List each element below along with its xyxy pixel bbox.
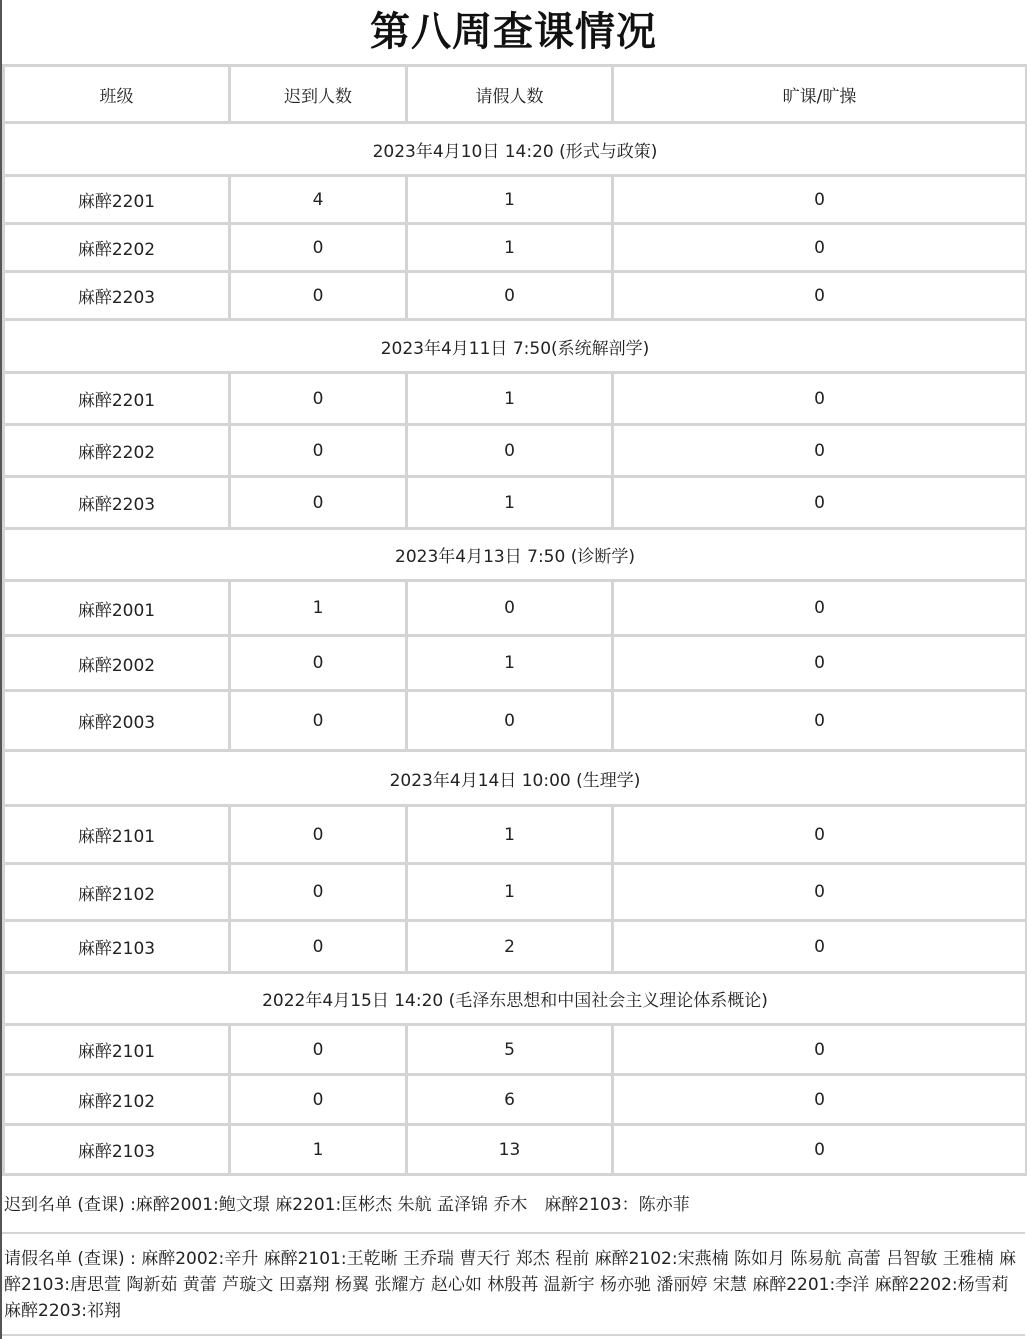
absent-cell: 0 [613,1125,1027,1175]
leave-list-note: 请假名单 (查课) : 麻醉2002:辛升 麻醉2101:王乾晰 王乔瑞 曹天行 郑杰 程前 麻醉2102:宋燕楠 陈如月 陈易航 高蕾 吕智敏 王雅楠 麻醉2103:唐思萱 陶新茹 黄蕾 芦璇文 田嘉翔 杨翼 张耀方 赵心如 林殷苒 温新宇 杨亦驰 潘丽婷 宋慧 麻醉2201:李洋 麻醉2202:杨雪莉 麻醉2203:祁翔 [4,1249,1017,1321]
leave-cell: 1 [407,224,613,272]
class-cell: 麻醉2102 [4,864,230,921]
table-row [4,581,1027,636]
absent-cell: 0 [613,272,1027,320]
late-list-note: 迟到名单 (查课) :麻醉2001:鲍文璟 麻2201:匡彬杰 朱航 孟泽锦 乔木 麻醉2103：陈亦菲 [4,1195,690,1215]
class-cell: 麻醉2101 [4,806,230,864]
section-heading-row [4,751,1027,806]
table-row [4,176,1027,224]
leave-cell: 6 [407,1075,613,1125]
absent-cell: 0 [613,581,1027,636]
section-heading-row [4,320,1027,373]
absent-cell: 0 [613,691,1027,751]
divider [2,1334,1025,1336]
section-heading-row [4,529,1027,581]
absent-cell: 0 [613,477,1027,529]
header-leave-count: 请假人数 [407,66,613,123]
class-cell: 麻醉2103 [4,1125,230,1175]
leave-cell: 1 [407,636,613,691]
class-cell: 麻醉2201 [4,176,230,224]
section-heading: 2022年4月15日 14:20 (毛泽东思想和中国社会主义理论体系概论) [4,973,1027,1025]
leave-cell: 0 [407,691,613,751]
absent-cell: 0 [613,864,1027,921]
absent-cell: 0 [613,806,1027,864]
late-cell: 0 [230,224,407,272]
absent-cell: 0 [613,1075,1027,1125]
divider [2,1232,1025,1234]
section-heading: 2023年4月14日 10:00 (生理学) [4,751,1027,806]
late-cell: 1 [230,581,407,636]
late-cell: 1 [230,1125,407,1175]
class-cell: 麻醉2202 [4,425,230,477]
class-cell: 麻醉2102 [4,1075,230,1125]
class-cell: 麻醉2203 [4,272,230,320]
late-cell: 4 [230,176,407,224]
leave-cell: 1 [407,477,613,529]
late-cell: 0 [230,272,407,320]
table-row [4,425,1027,477]
late-cell: 0 [230,806,407,864]
table-row [4,1025,1027,1075]
class-cell: 麻醉2001 [4,581,230,636]
absent-cell: 0 [613,176,1027,224]
absent-cell: 0 [613,425,1027,477]
header-row [4,66,1027,123]
header-absent-count: 旷课/旷操 [613,66,1027,123]
absent-cell: 0 [613,1025,1027,1075]
leave-cell: 0 [407,272,613,320]
table-row [4,921,1027,973]
late-cell: 0 [230,636,407,691]
table-row [4,224,1027,272]
late-cell: 0 [230,921,407,973]
class-cell: 麻醉2201 [4,373,230,425]
class-cell: 麻醉2101 [4,1025,230,1075]
late-cell: 0 [230,691,407,751]
class-cell: 麻醉2203 [4,477,230,529]
leave-cell: 0 [407,581,613,636]
table-row [4,636,1027,691]
late-cell: 0 [230,477,407,529]
absent-cell: 0 [613,224,1027,272]
absent-cell: 0 [613,921,1027,973]
leave-cell: 1 [407,373,613,425]
late-cell: 0 [230,1075,407,1125]
table-row [4,373,1027,425]
page-title: 第八周查课情况 [370,9,657,55]
table-row [4,691,1027,751]
section-heading: 2023年4月10日 14:20 (形式与政策) [4,123,1027,176]
leave-cell: 5 [407,1025,613,1075]
late-cell: 0 [230,864,407,921]
section-heading: 2023年4月11日 7:50(系统解剖学) [4,320,1027,373]
late-cell: 0 [230,1025,407,1075]
table-row [4,477,1027,529]
class-cell: 麻醉2202 [4,224,230,272]
late-cell: 0 [230,373,407,425]
table-row [4,806,1027,864]
leave-cell: 0 [407,425,613,477]
leave-cell: 1 [407,864,613,921]
leave-cell: 2 [407,921,613,973]
class-cell: 麻醉2003 [4,691,230,751]
table-row [4,864,1027,921]
leave-cell: 13 [407,1125,613,1175]
inspection-table [2,64,1027,1176]
class-cell: 麻醉2103 [4,921,230,973]
leave-cell: 1 [407,806,613,864]
late-cell: 0 [230,425,407,477]
absent-cell: 0 [613,373,1027,425]
absent-cell: 0 [613,636,1027,691]
table-row [4,1125,1027,1175]
table-row [4,272,1027,320]
header-class: 班级 [4,66,230,123]
section-heading-row [4,973,1027,1025]
header-late-count: 迟到人数 [230,66,407,123]
section-heading: 2023年4月13日 7:50 (诊断学) [4,529,1027,581]
leave-cell: 1 [407,176,613,224]
table-row [4,1075,1027,1125]
section-heading-row [4,123,1027,176]
class-cell: 麻醉2002 [4,636,230,691]
